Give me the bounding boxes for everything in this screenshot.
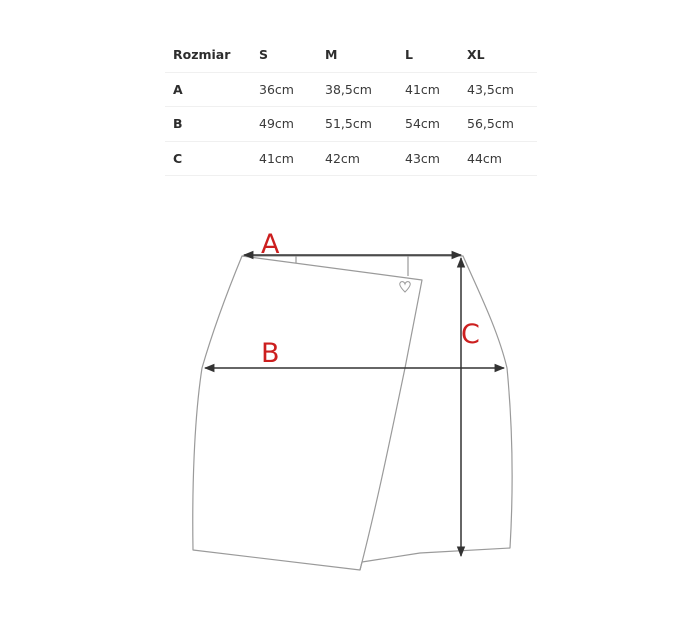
skirt-outline <box>193 256 512 570</box>
header-size-s: S <box>259 38 325 72</box>
dimension-a-label: A <box>261 229 280 260</box>
row-label-c: C <box>165 141 259 176</box>
skirt-back-panel <box>193 256 512 570</box>
header-size-m: M <box>325 38 405 72</box>
skirt-front-wrap-panel <box>242 256 422 570</box>
row-label-b: B <box>165 107 259 142</box>
header-rozmiar: Rozmiar <box>165 38 259 72</box>
cell-c-xl: 44cm <box>467 141 537 176</box>
cell-b-m: 51,5cm <box>325 107 405 142</box>
cell-a-s: 36cm <box>259 72 325 107</box>
cell-a-xl: 43,5cm <box>467 72 537 107</box>
header-size-xl: XL <box>467 38 537 72</box>
row-label-a: A <box>165 72 259 107</box>
cell-b-s: 49cm <box>259 107 325 142</box>
cell-b-xl: 56,5cm <box>467 107 537 142</box>
dimension-b-label: B <box>261 338 280 369</box>
cell-c-s: 41cm <box>259 141 325 176</box>
heart-button-icon <box>400 282 411 292</box>
dimension-c-label: C <box>461 319 480 350</box>
cell-b-l: 54cm <box>405 107 467 142</box>
cell-c-m: 42cm <box>325 141 405 176</box>
header-size-l: L <box>405 38 467 72</box>
cell-a-l: 41cm <box>405 72 467 107</box>
cell-c-l: 43cm <box>405 141 467 176</box>
cell-a-m: 38,5cm <box>325 72 405 107</box>
